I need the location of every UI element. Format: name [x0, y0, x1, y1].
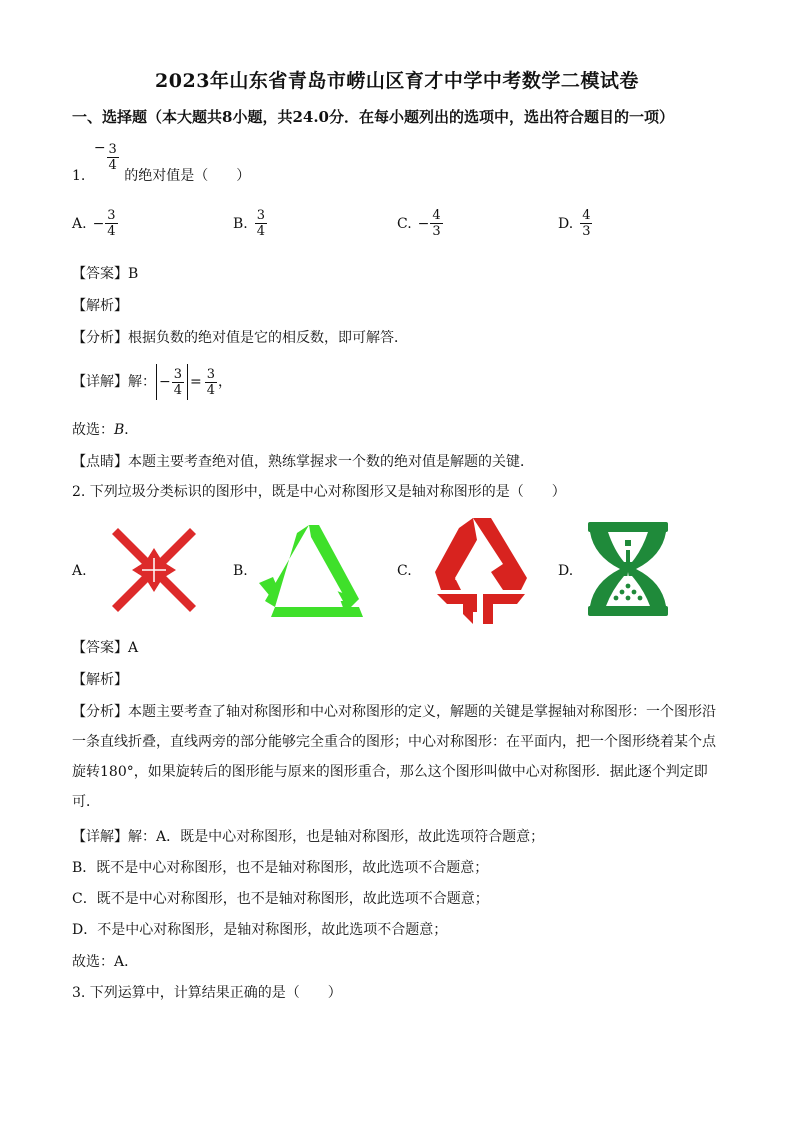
q2-option-b-label: B. [233, 563, 248, 579]
section-heading: 一、选择题（本大题共8小题，共24.0分．在每小题列出的选项中，选出符合题目的一项） [72, 108, 674, 126]
q2-option-d-label: D. [558, 563, 574, 579]
q2-detail-c: C．既不是中心对称图形，也不是轴对称图形，故此选项不合题意； [72, 891, 489, 907]
q2-answer: 【答案】A [72, 640, 139, 656]
green-hourglass-icon [586, 520, 670, 622]
green-recycle-triangle-icon [255, 521, 367, 625]
q2-option-a-label: A. [72, 563, 87, 579]
red-cross-arrows-icon [108, 524, 200, 620]
q1-option-b: B. $\frac{3}{4}$ [233, 208, 266, 239]
q1-abs-expression: − $\frac{3}{4}$ [156, 364, 188, 400]
q2-detail-a: 【详解】解：A．既是中心对称图形，也是轴对称图形，故此选项符合题意； [72, 829, 545, 845]
q1-choose: 故选：B． [72, 422, 139, 438]
q1-stem-suffix: 的绝对值是（ ） [124, 167, 251, 184]
q2-analysis-tag: 【解析】 [72, 672, 128, 688]
q2-stem: 2. 下列垃圾分类标识的图形中，既是中心对称图形又是轴对称图形的是（ ） [72, 484, 566, 500]
q3-stem: 3. 下列运算中，计算结果正确的是（ ） [72, 985, 342, 1001]
q2-option-c-label: C. [397, 563, 412, 579]
q1-option-c: C. − $\frac{4}{3}$ [397, 208, 441, 239]
q2-choose: 故选：A． [72, 954, 139, 970]
page-title: 2023年山东省青岛市崂山区育才中学中考数学二模试卷 [155, 70, 639, 92]
q1-stem [72, 139, 251, 184]
q1-analysis-tag: 【解析】 [72, 298, 128, 314]
q1-option-a: A. − $\frac{3}{4}$ [72, 208, 116, 239]
red-recycle-arrow-icon [433, 514, 531, 630]
q2-fenxi: 【分析】本题主要考查了轴对称图形和中心对称图形的定义，解题的关键是掌握轴对称图形：一个图形沿一条直线折叠，直线两旁的部分能够完全重合的图形；中心对称图形：在平面内，把一个图形绕着某个点旋转180°，如果旋转后的图形能与原来的图形重合，那么这个图形叫做中心对称图形．据此逐个判定即可． [72, 704, 716, 810]
q1-comment: 【点睛】本题主要考查绝对值，熟练掌握求一个数的绝对值是解题的关键． [72, 454, 534, 470]
q1-neg-sign: − [93, 139, 106, 156]
q1-fraction: $\frac{3}{4}$ [108, 142, 117, 173]
q2-detail-d: D．不是中心对称图形，是轴对称图形，故此选项不合题意； [72, 922, 448, 938]
q1-fenxi: 【分析】根据负数的绝对值是它的相反数，即可解答． [72, 330, 408, 346]
q1-answer: 【答案】B [72, 266, 139, 282]
q1-number: 1. [72, 167, 86, 184]
q2-detail-b: B．既不是中心对称图形，也不是轴对称图形，故此选项不合题意； [72, 860, 489, 876]
q1-detail: 【详解】 解： − $\frac{3}{4}$ = $\frac{3}{4}$ ， [72, 364, 232, 400]
q1-option-d: D. $\frac{4}{3}$ [558, 208, 591, 239]
